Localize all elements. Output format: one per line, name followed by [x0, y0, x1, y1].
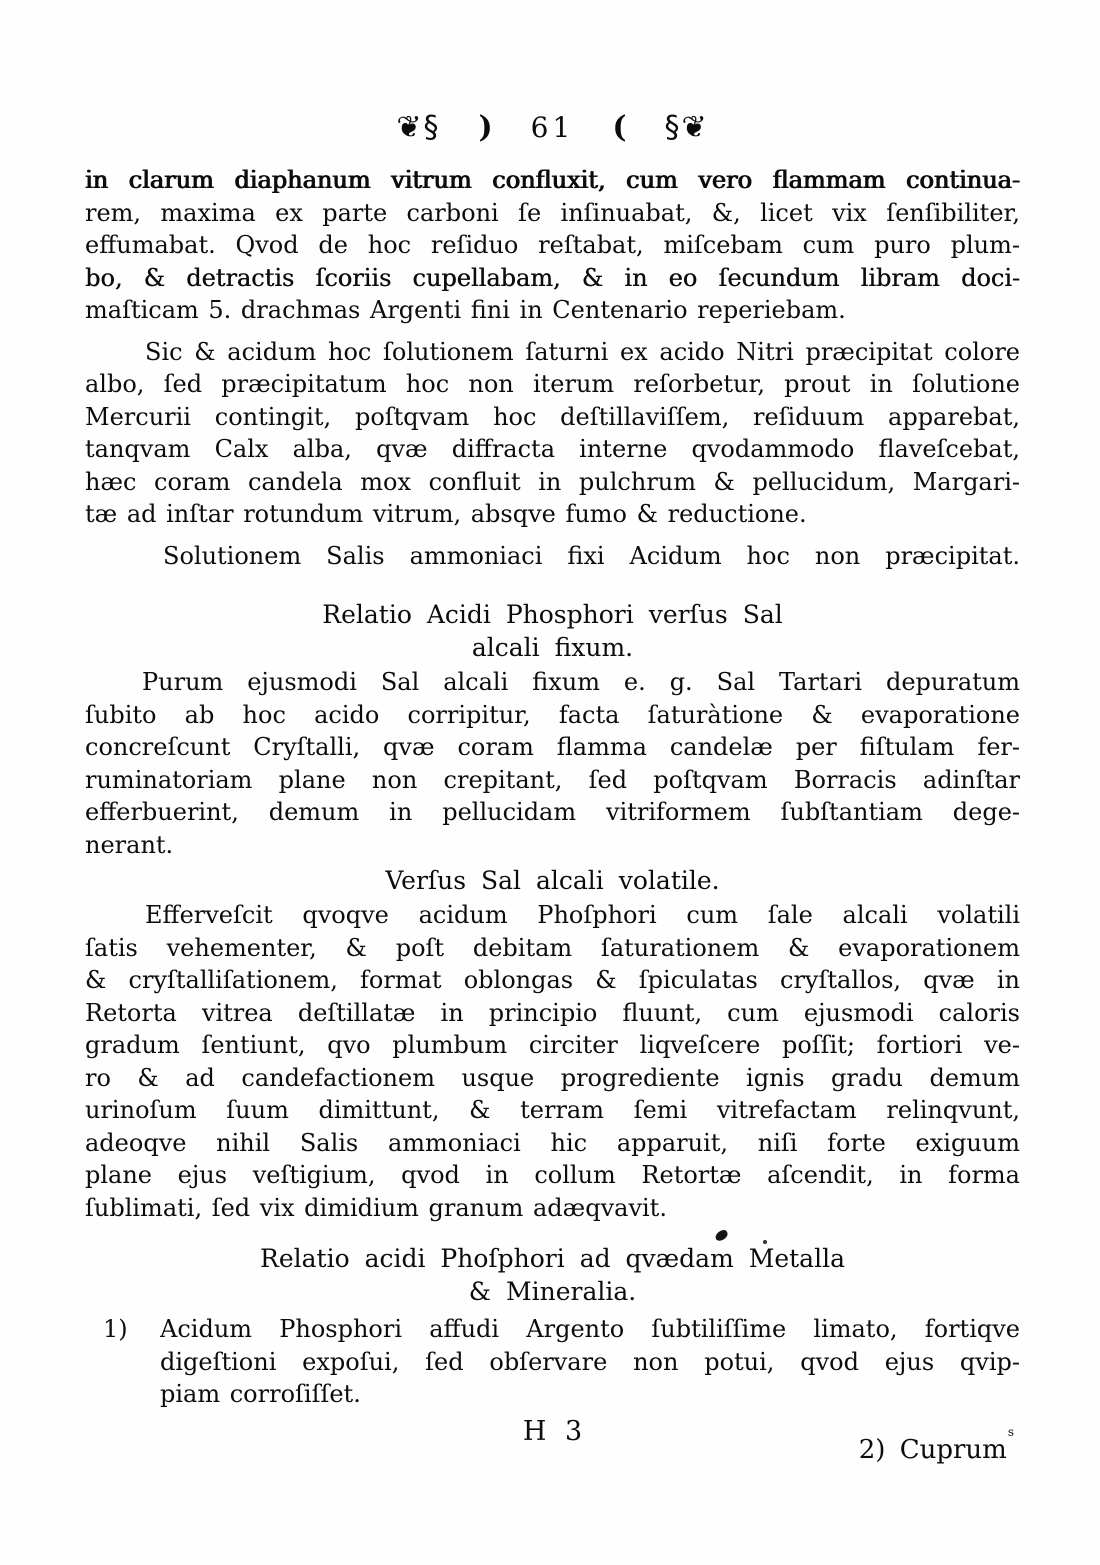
- text-line: Efferveſcit qvoqve acidum Phoſphori cum ſale alcali volatili: [145, 901, 1020, 929]
- fleuron-right-icon: §❦: [664, 109, 709, 145]
- text-line: albo, ſed præcipitatum hoc non iterum reſorbetur, prout in ſolutione: [85, 370, 1020, 398]
- text-line: ſubito ab hoc acido corripitur, facta ſaturàtione & evaporatione: [85, 700, 1020, 729]
- section-heading-2: [85, 864, 1020, 897]
- paragraph-5: [85, 899, 1020, 1224]
- catchword-text: 2) Cuprum: [858, 1434, 1007, 1465]
- text-line: Sic & acidum hoc ſolutionem ſaturni ex acido Nitri præcipitat colore: [145, 337, 1020, 366]
- text-line: tanqvam Calx alba, qvæ diffracta interne qvodammodo flaveſcebat,: [85, 435, 1020, 463]
- text-line: effumabat. Qvod de hoc reſiduo reſtabat, miſcebam cum puro plum-: [85, 231, 1020, 259]
- text-line: nerant.: [85, 830, 174, 859]
- text-line: ſatis vehementer, & poſt debitam ſaturationem & evaporationem: [85, 933, 1020, 962]
- section-heading-1: [85, 598, 1020, 664]
- text-line: Purum ejusmodi Sal alcali fixum e. g. Sal Tartari depuratum: [142, 668, 1020, 696]
- heading-line: Verſus Sal alcali volatile.: [385, 866, 720, 895]
- text-line: efferbuerint, demum in pellucidam vitriformem ſubſtantiam dege-: [85, 798, 1020, 826]
- text-line: tæ ad inſtar rotundum vitrum, absqve fumo & reductione.: [85, 500, 807, 528]
- text-line: ſublimati, ſed vix dimidium granum adæqvavit.: [85, 1193, 667, 1222]
- heading-line: alcali fixum.: [471, 633, 634, 662]
- text-line: Acidum Phosphori affudi Argento ſubtiliſſime limato, fortiqve: [160, 1315, 1020, 1343]
- text-line: hæc coram candela mox confluit in pulchrum & pellucidum, Margari-: [85, 467, 1020, 496]
- left-parenthesis: ): [478, 109, 493, 145]
- paragraph-3: [85, 540, 1020, 573]
- text-line: & cryſtalliſationem, format oblongas & ſpiculatas cryſtallos, qvæ in: [85, 966, 1020, 994]
- text-line: in clarum diaphanum vitrum confluxit, cum vero flammam continua-: [85, 166, 1020, 194]
- ink-speck: [763, 1240, 767, 1244]
- heading-line: Relatio acidi Phoſphori ad qvædam Metalla: [260, 1244, 845, 1273]
- text-line: ruminatoriam plane non crepitant, ſed poſtqvam Borracis adinſtar: [85, 765, 1020, 794]
- text-block: [85, 0, 1020, 1465]
- paragraph-1: [85, 164, 1020, 327]
- paragraph-2: [85, 336, 1020, 531]
- heading-line: Relatio Acidi Phosphori verſus Sal: [322, 600, 783, 629]
- text-line: Mercurii contingit, poſtqvam hoc deſtillaviſſem, reſiduum apparebat,: [85, 402, 1020, 431]
- page-number: 61: [530, 110, 575, 144]
- text-line: gradum ſentiunt, qvo plumbum circiter liqveſcere poſſit; fortiori ve-: [85, 1031, 1020, 1059]
- text-line: plane ejus veſtigium, qvod in collum Retortæ aſcendit, in forma: [85, 1161, 1020, 1189]
- text-line: concreſcunt Cryſtalli, qvæ coram flamma candelæ per fiſtulam fer-: [85, 733, 1020, 761]
- text-line: Retorta vitrea deſtillatæ in principio fluunt, cum ejusmodi caloris: [85, 998, 1020, 1027]
- text-line: bo, & detractis ſcoriis cupellabam, & in eo ſecundum libram doci-: [85, 263, 1020, 292]
- text-line: Solutionem Salis ammoniaci fixi Acidum hoc non præcipitat.: [163, 541, 1020, 570]
- text-line: digeſtioni expoſui, ſed obſervare non potui, qvod ejus qvip-: [160, 1347, 1020, 1376]
- item-number: 1): [103, 1315, 128, 1343]
- right-parenthesis: (: [612, 109, 627, 145]
- text-line: ro & ad candefactionem usque progrediente ignis gradu demum: [85, 1063, 1020, 1092]
- signature-mark: H 3: [522, 1415, 583, 1447]
- ink-mark: s: [1007, 1424, 1014, 1439]
- page-header: [85, 102, 1020, 152]
- fleuron-left-icon: ❦§: [396, 109, 441, 145]
- text-line: maſticam 5. drachmas Argenti fini in Centenario reperiebam.: [85, 296, 846, 324]
- text-line: piam corroſiſſet.: [160, 1380, 361, 1408]
- section-heading-3: [85, 1242, 1020, 1308]
- text-line: adeoqve nihil Salis ammoniaci hic apparuit, niſi forte exiguum: [85, 1128, 1020, 1157]
- catchword: [859, 1415, 1014, 1467]
- numbered-item-1: [85, 1313, 1020, 1411]
- text-line: urinoſum ſuum dimittunt, & terram ſemi vitrefactam relinqvunt,: [85, 1096, 1020, 1124]
- text-line: rem, maxima ex parte carboni ſe inſinuabat, &, licet vix ſenſibiliter,: [85, 198, 1020, 227]
- item-first-line: [85, 1313, 1020, 1346]
- heading-line: & Mineralia.: [468, 1277, 637, 1306]
- paragraph-4: [85, 666, 1020, 861]
- page-footer: [85, 1415, 1020, 1465]
